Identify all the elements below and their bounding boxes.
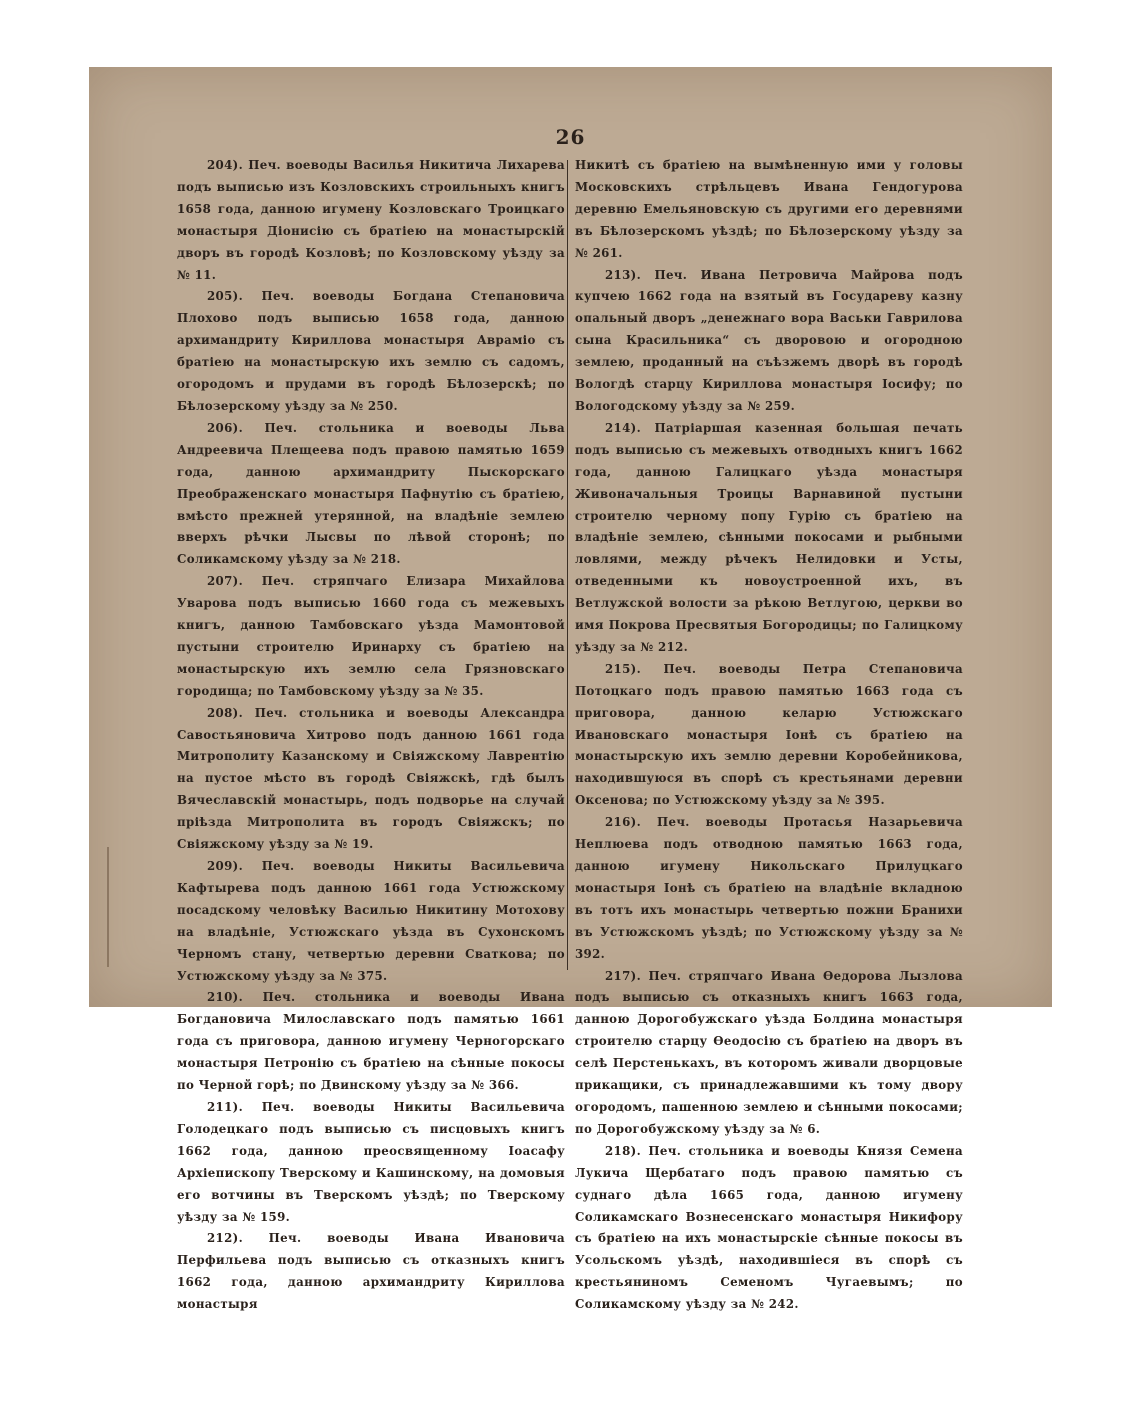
right-column xyxy=(575,155,963,1316)
entry-206: 206). Печ. стольника и воеводы Льва Андреевича Плещеева подъ правою памятью 1659 года, данною архимандриту Пыскорскаго Преображенскаго монастыря Пафнутію съ братіею, вмѣсто прежней утерянной, на владѣніе землею вверхъ рѣчки Лысвы по лѣвой сторонѣ; по Соликамскому уѣзду за № 218. xyxy=(177,420,565,567)
entry-212-continued: Никитѣ съ братіею на вымѣненную ими у головы Московскихъ стрѣльцевъ Ивана Гендогурова деревню Емельяновскую съ другими его деревнями въ Бѣлозерскомъ уѣздѣ; по Бѣлозерскому уѣзду за № 261. xyxy=(575,158,963,260)
left-column xyxy=(177,155,565,1316)
scanned-page xyxy=(89,67,1052,1312)
column-divider xyxy=(567,160,568,970)
entry-213: 213). Печ. Ивана Петровича Майрова подъ купчею 1662 года на взятый въ Государеву казну опальный дворъ „денежнаго вора Васьки Гаврилова сына Красильника“ съ дворовою и огородною землею, проданный на съѣзжемъ дворѣ въ городѣ Вологдѣ старцу Кириллова монастыря Іосифу; по Вологодскому уѣзду за № 259. xyxy=(575,267,963,413)
entry-212: 212). Печ. воеводы Ивана Ивановича Перфильева подъ выписью съ отказныхъ книгъ 1662 года, данною архимандриту Кириллова монастыря xyxy=(177,1231,565,1312)
entry-209: 209). Печ. воеводы Никиты Васильевича Кафтырева подъ данною 1661 года Устюжскому посадскому человѣку Василью Никитину Мотохову на владѣніе, Устюжскаго уѣзда въ Сухонскомъ Черномъ стану, четвертью деревни Сваткова; по Устюжскому уѣзду за № 375. xyxy=(177,859,565,983)
binding-margin-mark xyxy=(107,847,109,967)
entry-208: 208). Печ. стольника и воеводы Александра Савостьяновича Хитрово подъ данною 1661 года Митрополиту Казанскому и Свіяжскому Лаврентію на пустое мѣсто въ городѣ Свіяжскѣ, гдѣ былъ Вячеславскій монастырь, подъ подворье на случай пріѣзда Митрополита въ городъ Свіяжскъ; по Свіяжскому уѣзду за № 19. xyxy=(177,705,565,852)
entry-205: 205). Печ. воеводы Богдана Степановича Плохово подъ выписью 1658 года, данною архимандриту Кириллова монастыря Авраміо съ братіею на монастырскую ихъ землю съ садомъ, огородомъ и прудами въ городѣ Бѣлозерскѣ; по Бѣлозерскому уѣзду за № 250. xyxy=(177,289,565,413)
entry-215: 215). Печ. воеводы Петра Степановича Потоцкаго подъ правою памятью 1663 года съ приговора, данною келарю Устюжскаго Ивановскаго монастыря Іонѣ съ братіею на монастырскую ихъ землю деревни Коробейникова, находившуюся въ спорѣ съ крестьянами деревни Оксенова; по Устюжскому уѣзду за № 395. xyxy=(575,661,963,808)
page-number: 26 xyxy=(555,125,586,149)
entry-207: 207). Печ. стряпчаго Елизара Михайлова Уварова подъ выписью 1660 года съ межевыхъ книгъ, данною Тамбовскаго уѣзда Мамонтовой пустыни строителю Иринарху съ братіею на монастырскую ихъ землю села Грязновскаго городища; по Тамбовскому уѣзду за № 35. xyxy=(177,574,565,698)
entry-210: 210). Печ. стольника и воеводы Ивана Богдановича Милославскаго подъ памятью 1661 года съ приговора, данною игумену Черногорскаго монастыря Петронію съ братіею на сѣнные покосы по Черной горѣ; по Двинскому уѣзду за № 366. xyxy=(177,990,565,1093)
entry-211: 211). Печ. воеводы Никиты Васильевича Голодецкаго подъ выписью съ писцовыхъ книгъ 1662 года, данною преосвященному Іоасафу Архіепископу Тверскому и Кашинскому, на домовыя его вотчины въ Тверскомъ уѣздѣ; по Тверскому уѣзду за № 159. xyxy=(177,1099,565,1224)
entry-214: 214). Патріаршая казенная большая печать подъ выписью съ межевыхъ отводныхъ книгъ 1662 года, данною Галицкаго уѣзда монастыря Живоначальныя Троицы Варнавиной пустыни строителю черному попу Гурію съ братіею на владѣніе землею, сѣнными покосами и рыбными ловлями, между рѣчекъ Нелидовки и Усты, отведенными къ новоустроенной ихъ, въ Ветлужской волости за рѣкою Ветлугою, церкви во имя Покрова Пресвятыя Богородицы; по Галицкому уѣзду за № 212. xyxy=(575,420,963,654)
entry-216: 216). Печ. воеводы Протасья Назарьевича Неплюева подъ отводною памятью 1663 года, данною игумену Никольскаго Прилуцкаго монастыря Іонѣ съ братіею на владѣніе вкладною въ тотъ ихъ монастырь четвертью пожни Бранихи въ Устюжскомъ уѣздѣ; по Устюжскому уѣзду за № 392. xyxy=(575,815,963,961)
entry-217: 217). Печ. стряпчаго Ивана Ѳедорова Лызлова подъ выписью съ отказныхъ книгъ 1663 года, данною Дорогобужскаго уѣзда Болдина монастыря строителю старцу Ѳеодосію съ братіею на дворъ въ селѣ Перстенькахъ, въ которомъ живали дворцовые прикащики, съ принадлежавшими къ тому двору огородомъ, пашенною землею и сѣнными покосами; по Дорогобужскому уѣзду за № 6. xyxy=(575,968,963,1136)
entry-218: 218). Печ. стольника и воеводы Князя Семена Лукича Щербатаго подъ правою памятью съ суднаго дѣла 1665 года, данною игумену Соликамскаго Вознесенскаго монастыря Никифору съ братіею на ихъ монастырскіе сѣнные покосы въ Усольскомъ уѣздѣ, находившіеся въ спорѣ съ крестьяниномъ Семеномъ Чугаевымъ; по Соликамскому уѣзду за № 242. xyxy=(575,1143,963,1312)
entry-204: 204). Печ. воеводы Василья Никитича Лихарева подъ выписью изъ Козловскихъ строильныхъ книгъ 1658 года, данною игумену Козловскаго Троицкаго монастыря Діонисію съ братіею на монастырскій дворъ въ городѣ Козловѣ; по Козловскому уѣзду за № 11. xyxy=(177,158,565,282)
